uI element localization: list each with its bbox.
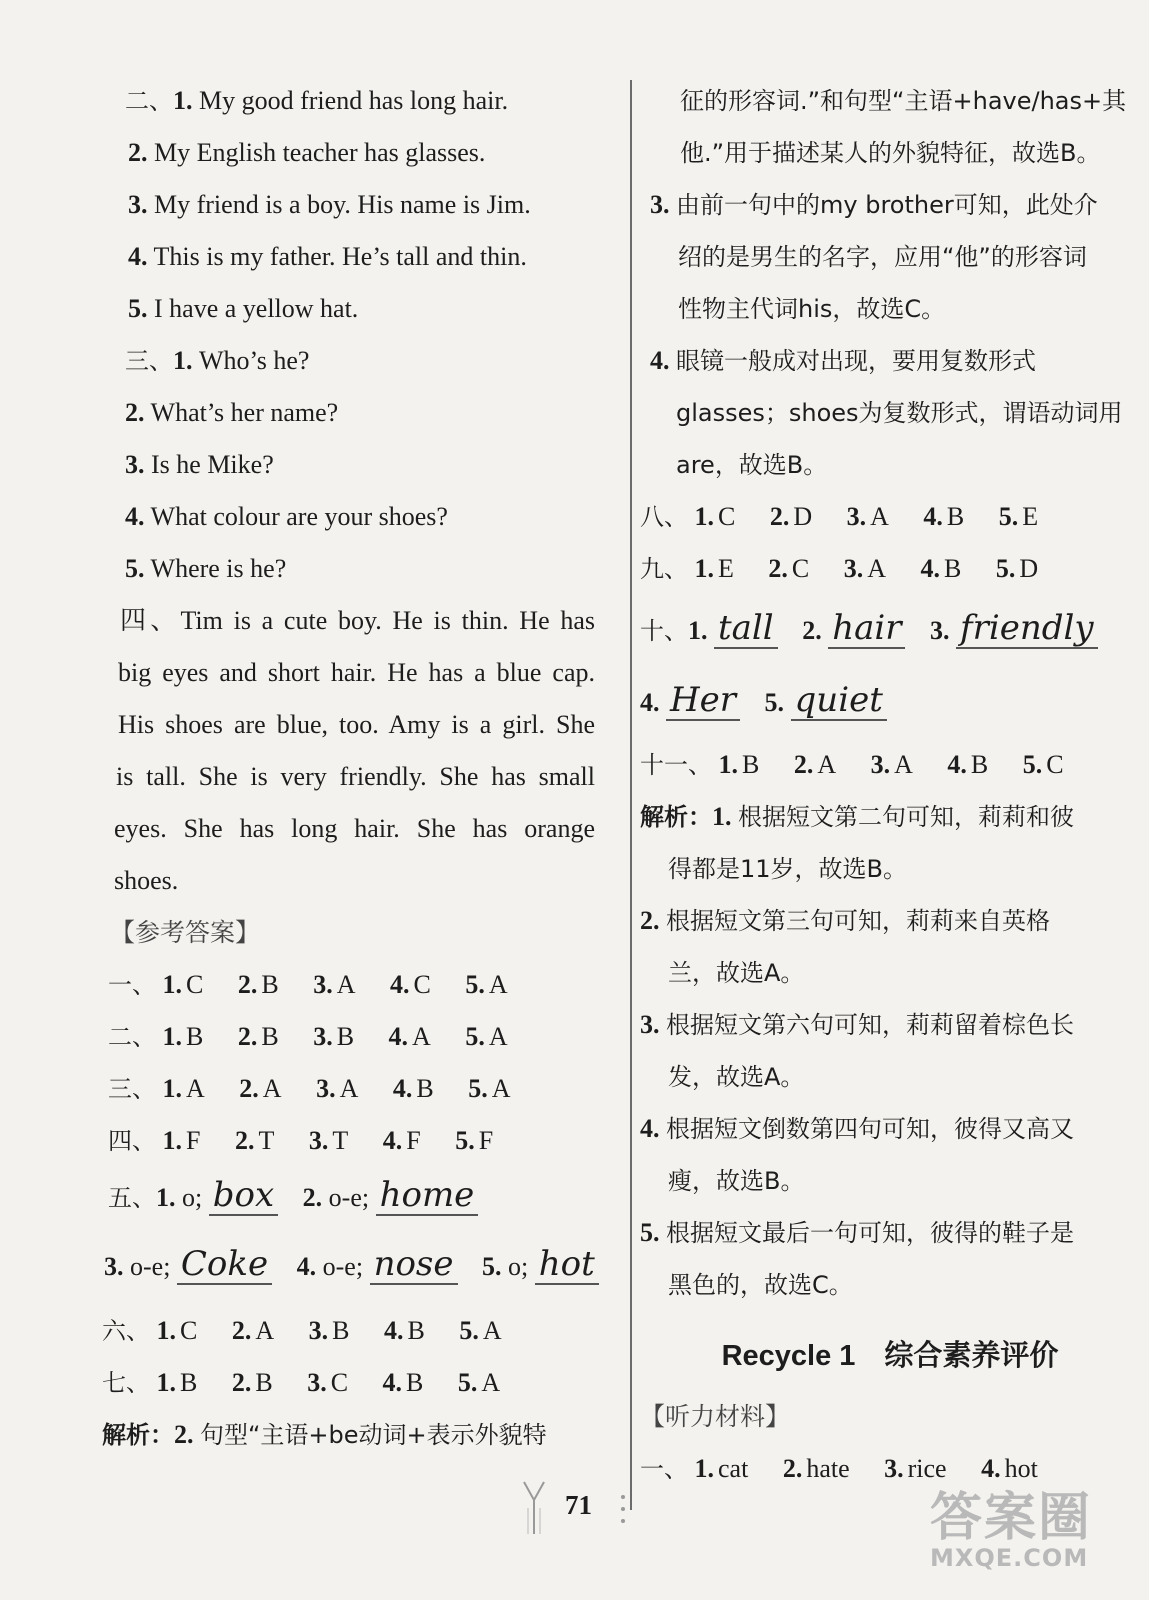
sec10-row-1: 十、1. tall 2. hair 3. friendly bbox=[640, 595, 1140, 667]
analysis-item-5-line-2: 黑色的，故选C。 bbox=[668, 1271, 853, 1299]
analysis-item-1-line-2: 得都是11岁，故选B。 bbox=[668, 855, 908, 883]
answer-row-11: 十一、 1. B 2. A 3. A 4. B 5. C bbox=[640, 750, 1064, 779]
sec5-row-1: 五、1. o; box 2. o-e; home bbox=[100, 1167, 620, 1229]
analysis-start: 解析：2. 句型“主语+be动词+表示外貌特 bbox=[102, 1420, 547, 1449]
sec4-line-4: is tall. She is very friendly. She has small bbox=[116, 762, 595, 791]
reference-answers-heading: 【参考答案】 bbox=[110, 918, 261, 947]
sec2-line-5: 5. I have a yellow hat. bbox=[128, 294, 359, 323]
sec4-line-2: big eyes and short hair. He has a blue cap. bbox=[118, 658, 595, 687]
continued-line-2: 他.”用于描述某人的外貌特征，故选B。 bbox=[680, 139, 1101, 167]
answer-row-4: 四、 1. F 2. T 3. T 4. F 5. F bbox=[108, 1126, 494, 1155]
analysis-item-3-line-2: 发，故选A。 bbox=[668, 1063, 805, 1091]
analysis-item-1-line-1: 解析：1. 根据短文第二句可知，莉莉和彼 bbox=[640, 802, 1074, 831]
right-column bbox=[640, 75, 1140, 1495]
handwritten-answer: Her bbox=[666, 681, 740, 721]
sec4-line-3: His shoes are blue, too. Amy is a girl. She bbox=[118, 710, 595, 739]
right-item3-line-1: 3. 由前一句中的my brother可知，此处介 bbox=[650, 190, 1098, 219]
watermark-logo: 答案圈 MXQE.COM bbox=[930, 1488, 1093, 1572]
analysis-item-2-line-2: 兰，故选A。 bbox=[668, 959, 805, 987]
footer-dots-icon bbox=[616, 1492, 630, 1526]
column-divider bbox=[630, 80, 632, 1510]
sec2-line-1: 二、1. My good friend has long hair. bbox=[125, 86, 509, 115]
sec3-line-2: 2. What’s her name? bbox=[125, 398, 339, 427]
sec10-row-2: 4. Her 5. quiet bbox=[640, 667, 1140, 739]
sec3-line-4: 4. What colour are your shoes? bbox=[125, 502, 448, 531]
continued-line-1: 征的形容词.”和句型“主语+have/has+其 bbox=[680, 87, 1127, 115]
answer-row-6: 六、 1. C 2. A 3. B 4. B 5. A bbox=[102, 1316, 502, 1345]
sec5-row-2: 3. o-e; Coke 4. o-e; nose 5. o; hot bbox=[100, 1229, 620, 1305]
handwritten-answer: home bbox=[376, 1176, 479, 1216]
handwritten-answer: quiet bbox=[791, 681, 887, 721]
sec3-line-5: 5. Where is he? bbox=[125, 554, 287, 583]
analysis-item-4-line-2: 瘦，故选B。 bbox=[668, 1167, 805, 1195]
right-item3-line-2: 绍的是男生的名字，应用“他”的形容词 bbox=[678, 243, 1087, 271]
listening-row-1: 一、 1. cat 2. hate 3. rice 4. hot bbox=[640, 1454, 1038, 1483]
handwritten-answer: tall bbox=[714, 609, 778, 649]
sec2-line-3: 3. My friend is a boy. His name is Jim. bbox=[128, 190, 531, 219]
page-number: 71 bbox=[565, 1490, 592, 1520]
footer-ornament-icon bbox=[520, 1478, 548, 1538]
sec3-line-3: 3. Is he Mike? bbox=[125, 450, 274, 479]
answer-row-7: 七、 1. B 2. B 3. C 4. B 5. A bbox=[102, 1368, 501, 1397]
handwritten-answer: Coke bbox=[177, 1245, 272, 1285]
answer-row-2: 二、 1. B 2. B 3. B 4. A 5. A bbox=[108, 1022, 508, 1051]
answer-row-3: 三、 1. A 2. A 3. A 4. B 5. A bbox=[108, 1074, 511, 1103]
right-item4-line-2: glasses；shoes为复数形式，谓语动词用 bbox=[676, 399, 1123, 427]
right-item4-line-3: are，故选B。 bbox=[676, 451, 828, 479]
handwritten-answer: hot bbox=[535, 1245, 599, 1285]
section-title: Recycle 1 综合素养评价 bbox=[721, 1340, 1059, 1372]
handwritten-answer: nose bbox=[370, 1245, 458, 1285]
sec3-line-1: 三、1. Who’s he? bbox=[125, 346, 310, 375]
sec4-line-6: shoes. bbox=[114, 866, 179, 895]
right-item4-line-1: 4. 眼镜一般成对出现，要用复数形式 bbox=[650, 346, 1036, 375]
sec4-line-5: eyes. She has long hair. She has orange bbox=[114, 814, 595, 843]
answer-row-9: 九、 1. E 2. C 3. A 4. B 5. D bbox=[640, 554, 1039, 583]
handwritten-answer: box bbox=[209, 1176, 278, 1216]
analysis-item-2-line-1: 2. 根据短文第三句可知，莉莉来自英格 bbox=[640, 906, 1050, 935]
left-column bbox=[100, 75, 620, 1461]
sec4-line-1: 四、Tim is a cute boy. He is thin. He has bbox=[120, 606, 595, 635]
answer-row-8: 八、 1. C 2. D 3. A 4. B 5. E bbox=[640, 502, 1039, 531]
answer-row-1: 一、 1. C 2. B 3. A 4. C 5. A bbox=[108, 970, 508, 999]
sec2-line-2: 2. My English teacher has glasses. bbox=[128, 138, 486, 167]
sec2-line-4: 4. This is my father. He’s tall and thin. bbox=[128, 242, 527, 271]
analysis-item-4-line-1: 4. 根据短文倒数第四句可知，彼得又高又 bbox=[640, 1114, 1074, 1143]
listening-heading: 【听力材料】 bbox=[640, 1402, 791, 1431]
analysis-item-3-line-1: 3. 根据短文第六句可知，莉莉留着棕色长 bbox=[640, 1010, 1074, 1039]
handwritten-answer: friendly bbox=[956, 609, 1098, 649]
analysis-item-5-line-1: 5. 根据短文最后一句可知，彼得的鞋子是 bbox=[640, 1218, 1074, 1247]
handwritten-answer: hair bbox=[828, 609, 905, 649]
right-item3-line-3: 性物主代词his，故选C。 bbox=[678, 295, 946, 323]
